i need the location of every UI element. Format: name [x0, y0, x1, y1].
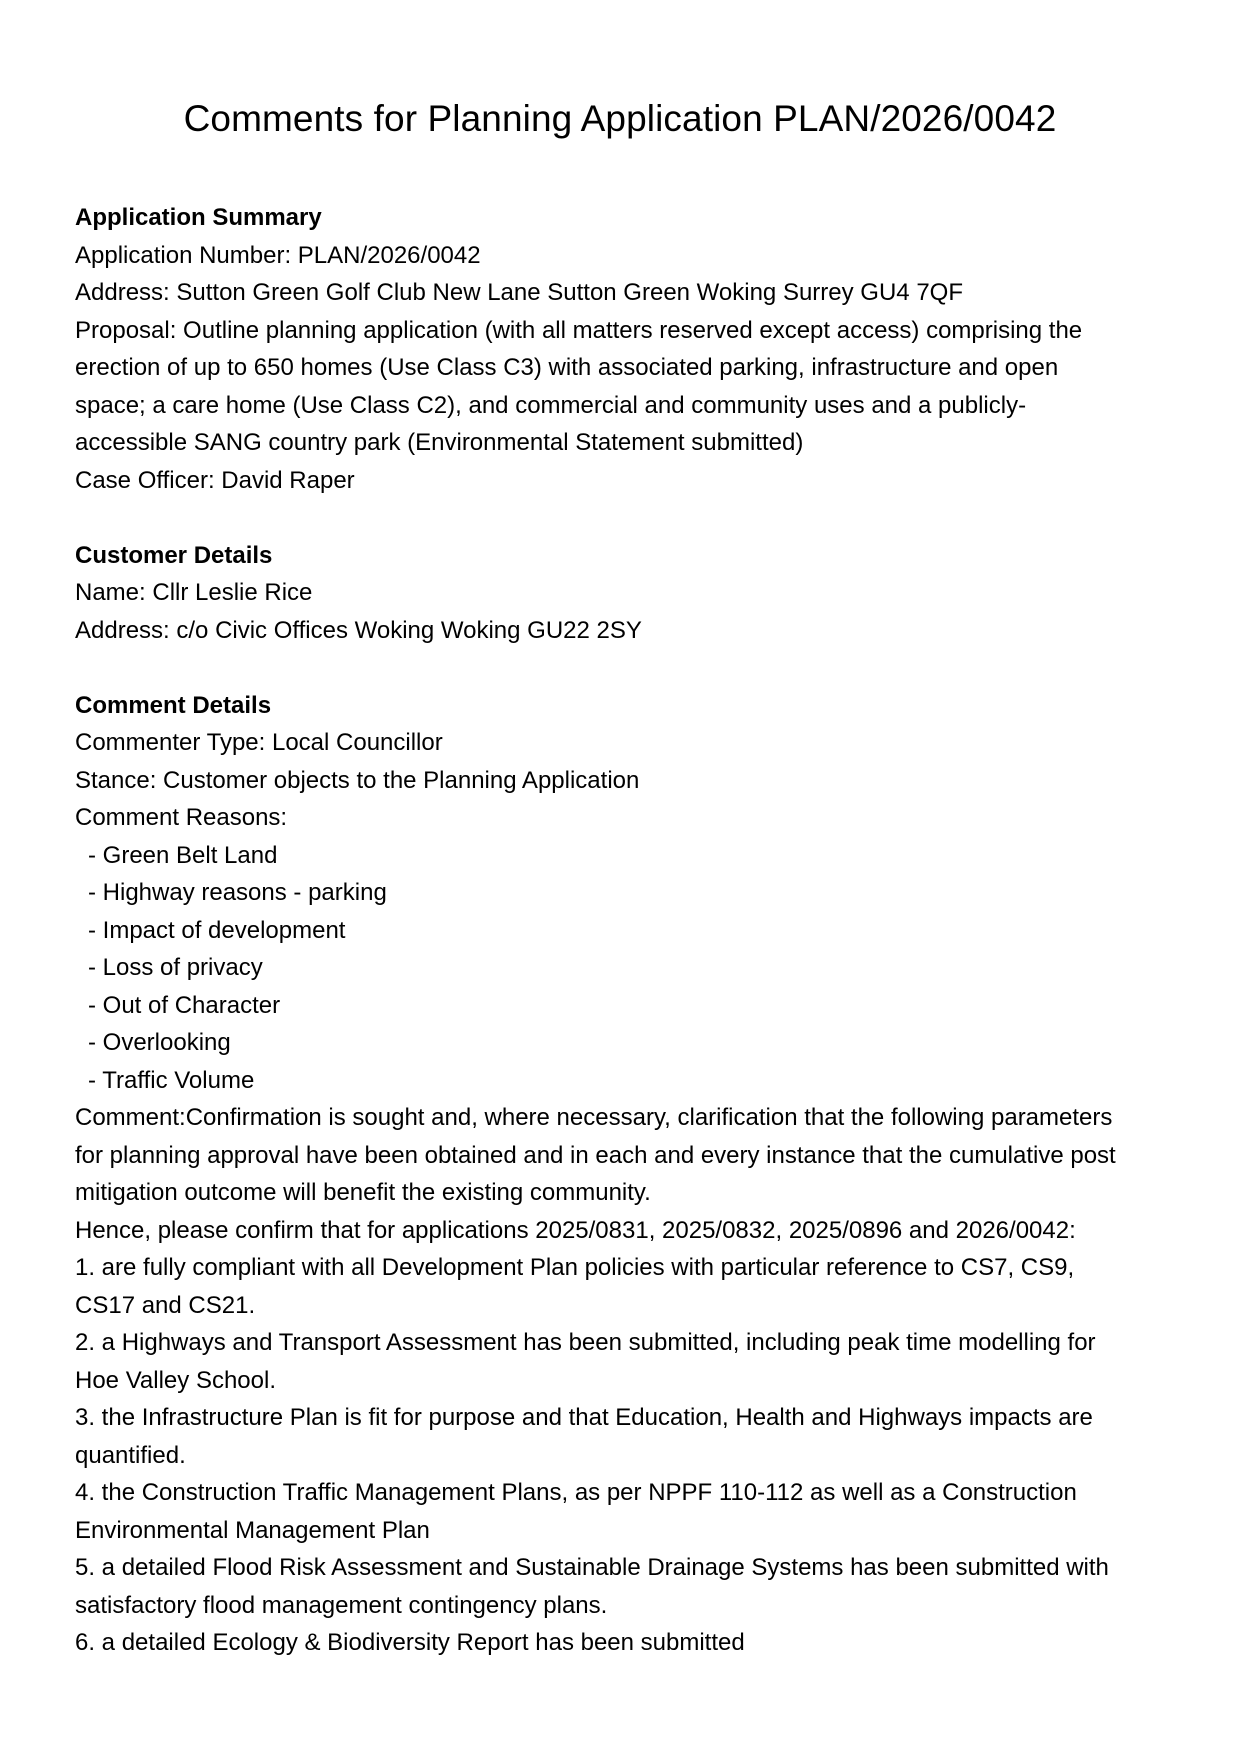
comment-line: satisfactory flood management contingency plans. — [75, 1591, 608, 1619]
proposal-line: Proposal: Outline planning application (with all matters reserved except access) comprising the — [75, 316, 1083, 344]
commenter-type: Commenter Type: Local Councillor — [75, 729, 443, 756]
comment-line: 5. a detailed Flood Risk Assessment and Sustainable Drainage Systems has been submitted with — [75, 1554, 1109, 1581]
comment-text — [75, 1099, 1175, 1662]
proposal-line: erection of up to 650 homes (Use Class C3) with associated parking, infrastructure and open — [75, 354, 1059, 381]
comment-line: quantified. — [75, 1441, 186, 1469]
comment-reason-item: - Impact of development — [88, 916, 346, 944]
comment-line: Hence, please confirm that for applications 2025/0831, 2025/0832, 2025/0896 and 2026/0042: — [75, 1216, 1076, 1244]
customer-details-heading: Customer Details — [75, 541, 273, 569]
comment-line: 4. the Construction Traffic Management Plans, as per NPPF 110-112 as well as a Construction — [75, 1479, 1077, 1506]
comment-details-heading: Comment Details — [75, 691, 272, 719]
section-spacer — [75, 649, 1175, 687]
proposal-line: space; a care home (Use Class C2), and commercial and community uses and a publicly- — [75, 391, 1027, 419]
application-address: Address: Sutton Green Golf Club New Lane Sutton Green Woking Surrey GU4 7QF — [75, 279, 963, 306]
comment-details-section — [75, 687, 1175, 1662]
case-officer: Case Officer: David Raper — [75, 466, 355, 494]
comment-reason-item: - Traffic Volume — [88, 1066, 255, 1094]
comment-reasons-list — [75, 837, 1175, 1100]
comment-line: 2. a Highways and Transport Assessment has been submitted, including peak time modelling for — [75, 1329, 1096, 1356]
document-body — [75, 199, 1175, 1662]
page-title: Comments for Planning Application PLAN/2026/0042 — [183, 98, 1057, 139]
application-number: Application Number: PLAN/2026/0042 — [75, 241, 481, 269]
customer-address: Address: c/o Civic Offices Woking Woking GU22 2SY — [75, 616, 642, 644]
comment-line: mitigation outcome will benefit the existing community. — [75, 1179, 651, 1206]
stance: Stance: Customer objects to the Planning Application — [75, 766, 640, 794]
comment-line: 3. the Infrastructure Plan is fit for purpose and that Education, Health and Highways impacts are — [75, 1404, 1093, 1431]
comment-line: Environmental Management Plan — [75, 1516, 430, 1544]
comment-line: CS17 and CS21. — [75, 1291, 256, 1319]
comment-reason-item: - Highway reasons - parking — [88, 879, 387, 906]
comment-line: for planning approval have been obtained and in each and every instance that the cumulative post — [75, 1141, 1116, 1169]
application-summary-heading: Application Summary — [75, 204, 322, 231]
comment-line: 1. are fully compliant with all Development Plan policies with particular reference to CS7, CS9, — [75, 1254, 1075, 1281]
comment-reason-item: - Loss of privacy — [88, 954, 263, 981]
comment-line: 6. a detailed Ecology & Biodiversity Report has been submitted — [75, 1629, 745, 1656]
section-spacer — [75, 499, 1175, 537]
customer-details-section — [75, 537, 1175, 650]
comment-line: Hoe Valley School. — [75, 1366, 276, 1394]
proposal-line: accessible SANG country park (Environmental Statement submitted) — [75, 429, 804, 456]
comment-line: Comment:Confirmation is sought and, where necessary, clarification that the following parameters — [75, 1104, 1113, 1131]
comment-reason-item: - Overlooking — [88, 1029, 231, 1056]
comment-reason-item: - Green Belt Land — [88, 841, 278, 869]
comment-reason-item: - Out of Character — [88, 991, 281, 1019]
customer-name: Name: Cllr Leslie Rice — [75, 579, 313, 606]
comment-reasons-label: Comment Reasons: — [75, 804, 288, 831]
application-summary-section — [75, 199, 1175, 499]
